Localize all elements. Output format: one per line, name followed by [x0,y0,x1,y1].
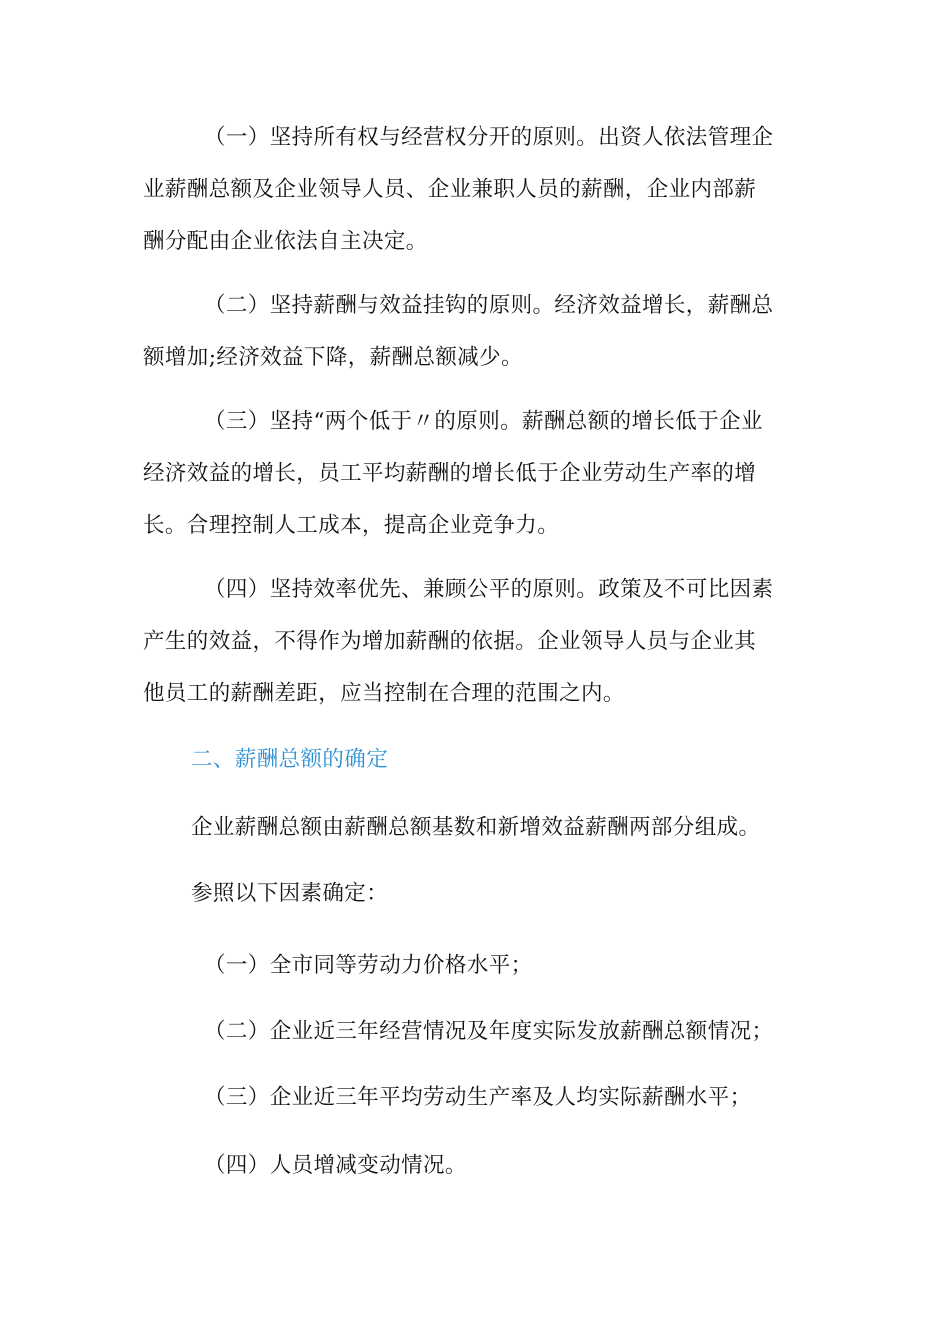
factors-lead: 参照以下因素确定： [191,881,389,906]
section-intro: 企业薪酬总额由薪酬总额基数和新增效益薪酬两部分组成。 [191,815,761,840]
text-line: 经济效益的增长，员工平均薪酬的增长低于企业劳动生产率的增 [143,461,757,486]
text-line: （四）坚持效率优先、兼顾公平的原则。政策及不可比因素 [204,577,774,602]
factor-item: （三）企业近三年平均劳动生产率及人均实际薪酬水平； [204,1085,752,1110]
text-line: 业薪酬总额及企业领导人员、企业兼职人员的薪酬，企业内部薪 [143,177,757,202]
paragraph-principle-4 [143,564,810,720]
text-line: （二）坚持薪酬与效益挂钩的原则。经济效益增长，薪酬总 [204,293,774,318]
factor-item: （二）企业近三年经营情况及年度实际发放薪酬总额情况； [204,1019,774,1044]
paragraph-principle-1 [143,112,810,268]
text-line: （一）坚持所有权与经营权分开的原则。出资人依法管理企 [204,125,774,150]
factor-item: （四）人员增减变动情况。 [204,1153,467,1178]
paragraph-principle-2 [143,280,810,384]
paragraph-principle-3 [143,396,810,552]
factor-item: （一）全市同等劳动力价格水平； [204,953,533,978]
text-line: 他员工的薪酬差距，应当控制在合理的范围之内。 [143,681,625,706]
text-line: 酬分配由企业依法自主决定。 [143,229,428,254]
text-line: 产生的效益，不得作为增加薪酬的依据。企业领导人员与企业其 [143,629,757,654]
text-line: 额增加;经济效益下降，薪酬总额减少。 [143,345,523,370]
text-line: （三）坚持“两个低于〃的原则。薪酬总额的增长低于企业 [204,409,763,434]
section-heading: 二、薪酬总额的确定 [191,747,389,772]
text-line: 长。合理控制人工成本，提高企业竞争力。 [143,513,560,538]
